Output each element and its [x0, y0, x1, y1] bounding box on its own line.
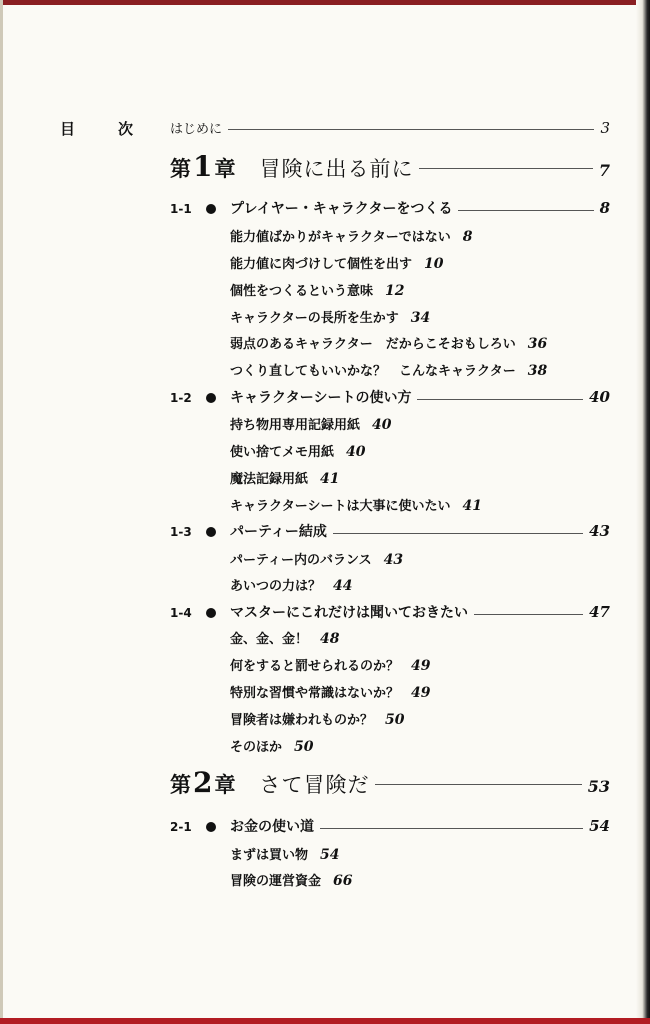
- toc-item[interactable]: [230, 709, 405, 728]
- toc-item[interactable]: [230, 468, 340, 487]
- section-page: 43: [589, 522, 610, 540]
- bullet-icon: [206, 204, 216, 214]
- item-title: キャラクターの長所を生かす: [230, 311, 399, 326]
- section-page: 8: [599, 199, 610, 217]
- chapter-title: さて冒険だ: [259, 773, 370, 797]
- item-page: 10: [424, 256, 444, 272]
- toc-item[interactable]: [230, 682, 431, 701]
- section-number: 1-3: [170, 525, 192, 539]
- item-page: 36: [527, 336, 548, 352]
- item-page: 49: [411, 658, 431, 674]
- section-number: 1-4: [170, 606, 192, 620]
- item-title: 弱点のあるキャラクター だからこそおもしろい: [230, 337, 516, 352]
- item-title: まずは買い物: [230, 848, 309, 863]
- item-page: 48: [320, 631, 340, 647]
- section-1-4-row[interactable]: [170, 602, 610, 622]
- section-title: キャラクターシートの使い方: [230, 390, 412, 406]
- toc-item[interactable]: [230, 253, 444, 272]
- dot-leader: [228, 129, 594, 130]
- dot-leader: [474, 614, 583, 615]
- toc-item[interactable]: [230, 655, 431, 674]
- item-title: 冒険の運営資金: [230, 874, 322, 889]
- toc-item[interactable]: [230, 441, 366, 460]
- toc-item[interactable]: [230, 628, 340, 647]
- bullet-icon: [206, 608, 216, 618]
- item-page: 41: [320, 471, 340, 487]
- chapter-number: 1: [193, 150, 213, 183]
- item-page: 41: [462, 498, 482, 514]
- toc-item[interactable]: [230, 360, 547, 379]
- toc-item[interactable]: [230, 414, 392, 433]
- item-title: 金、金、金！: [230, 632, 309, 647]
- toc-intro-row[interactable]: [170, 118, 610, 137]
- item-title: 魔法記録用紙: [230, 472, 309, 487]
- item-title: 能力値に肉づけして個性を出す: [230, 257, 413, 272]
- chapter-prefix: 第: [170, 772, 191, 797]
- item-page: 49: [411, 685, 431, 701]
- item-page: 43: [383, 552, 404, 568]
- intro-label: はじめに: [170, 122, 223, 137]
- section-1-3-row[interactable]: [170, 521, 610, 541]
- item-title: 使い捨てメモ用紙: [230, 445, 335, 460]
- toc-item[interactable]: [230, 575, 353, 594]
- section-title: お金の使い道: [230, 819, 314, 835]
- toc-heading: 目 次: [60, 120, 148, 138]
- section-page: 40: [589, 388, 610, 406]
- chapter-page: 7: [598, 161, 610, 180]
- section-page: 54: [589, 817, 610, 835]
- item-title: つくり直してもいいかな？ こんなキャラクター: [230, 364, 516, 379]
- dot-leader: [375, 784, 581, 785]
- toc-item[interactable]: [230, 307, 430, 326]
- chapter-page: 53: [587, 777, 610, 796]
- toc-item[interactable]: [230, 844, 340, 863]
- item-page: 38: [527, 363, 548, 379]
- toc-item[interactable]: [230, 280, 405, 299]
- item-title: 冒険者は嫌われものか？: [230, 713, 374, 728]
- item-title: あいつの力は？: [230, 579, 322, 594]
- chapter-2-row[interactable]: [170, 766, 610, 799]
- section-1-1-row[interactable]: [170, 198, 610, 218]
- item-title: パーティー内のバランス: [230, 553, 372, 568]
- item-page: 66: [333, 873, 353, 889]
- bullet-icon: [206, 822, 216, 832]
- section-title: マスターにこれだけは聞いておきたい: [230, 605, 468, 621]
- bullet-icon: [206, 393, 216, 403]
- section-page: 47: [589, 603, 610, 621]
- section-number: 1-1: [170, 202, 192, 216]
- toc-item[interactable]: [230, 495, 482, 514]
- item-title: 何をすると罰せられるのか？: [230, 659, 400, 674]
- item-page: 44: [333, 578, 353, 594]
- item-page: 34: [410, 310, 431, 326]
- toc-item[interactable]: [230, 549, 403, 568]
- chapter-prefix: 第: [170, 156, 191, 181]
- item-page: 40: [372, 417, 392, 433]
- item-title: キャラクターシートは大事に使いたい: [230, 499, 451, 514]
- chapter-suffix: 章: [214, 156, 236, 181]
- chapter-1-row[interactable]: [170, 150, 610, 183]
- item-title: 持ち物用専用記録用紙: [230, 418, 361, 433]
- chapter-number: 2: [193, 766, 213, 799]
- item-title: 個性をつくるという意味: [230, 284, 374, 299]
- item-page: 12: [385, 283, 405, 299]
- section-number: 1-2: [170, 391, 192, 405]
- dot-leader: [417, 399, 583, 400]
- item-page: 50: [294, 739, 314, 755]
- item-page: 50: [385, 712, 405, 728]
- page-edge-bottom: [0, 1018, 650, 1024]
- section-number: 2-1: [170, 820, 192, 834]
- dot-leader: [320, 828, 583, 829]
- section-title: プレイヤー・キャラクターをつくる: [230, 201, 453, 217]
- item-title: 能力値ばかりがキャラクターではない: [230, 230, 451, 245]
- section-1-2-row[interactable]: [170, 387, 610, 407]
- item-title: そのほか: [230, 740, 283, 755]
- dot-leader: [419, 168, 592, 169]
- item-title: 特別な習慣や常識はないか？: [230, 686, 400, 701]
- intro-page: 3: [600, 119, 610, 137]
- page-edge-top: [0, 0, 650, 5]
- item-page: 54: [320, 847, 340, 863]
- page-edge-right: [636, 0, 650, 1024]
- toc-item[interactable]: [230, 226, 473, 245]
- chapter-suffix: 章: [214, 772, 236, 797]
- item-page: 40: [346, 444, 366, 460]
- dot-leader: [333, 533, 583, 534]
- bullet-icon: [206, 527, 216, 537]
- toc-item[interactable]: [230, 333, 547, 352]
- item-page: 8: [462, 229, 473, 245]
- section-title: パーティー結成: [230, 524, 327, 540]
- toc-item[interactable]: [230, 870, 353, 889]
- chapter-title: 冒険に出る前に: [259, 157, 414, 181]
- section-2-1-row[interactable]: [170, 816, 610, 836]
- dot-leader: [458, 210, 593, 211]
- page-edge-left: [0, 0, 3, 1024]
- toc-item[interactable]: [230, 736, 314, 755]
